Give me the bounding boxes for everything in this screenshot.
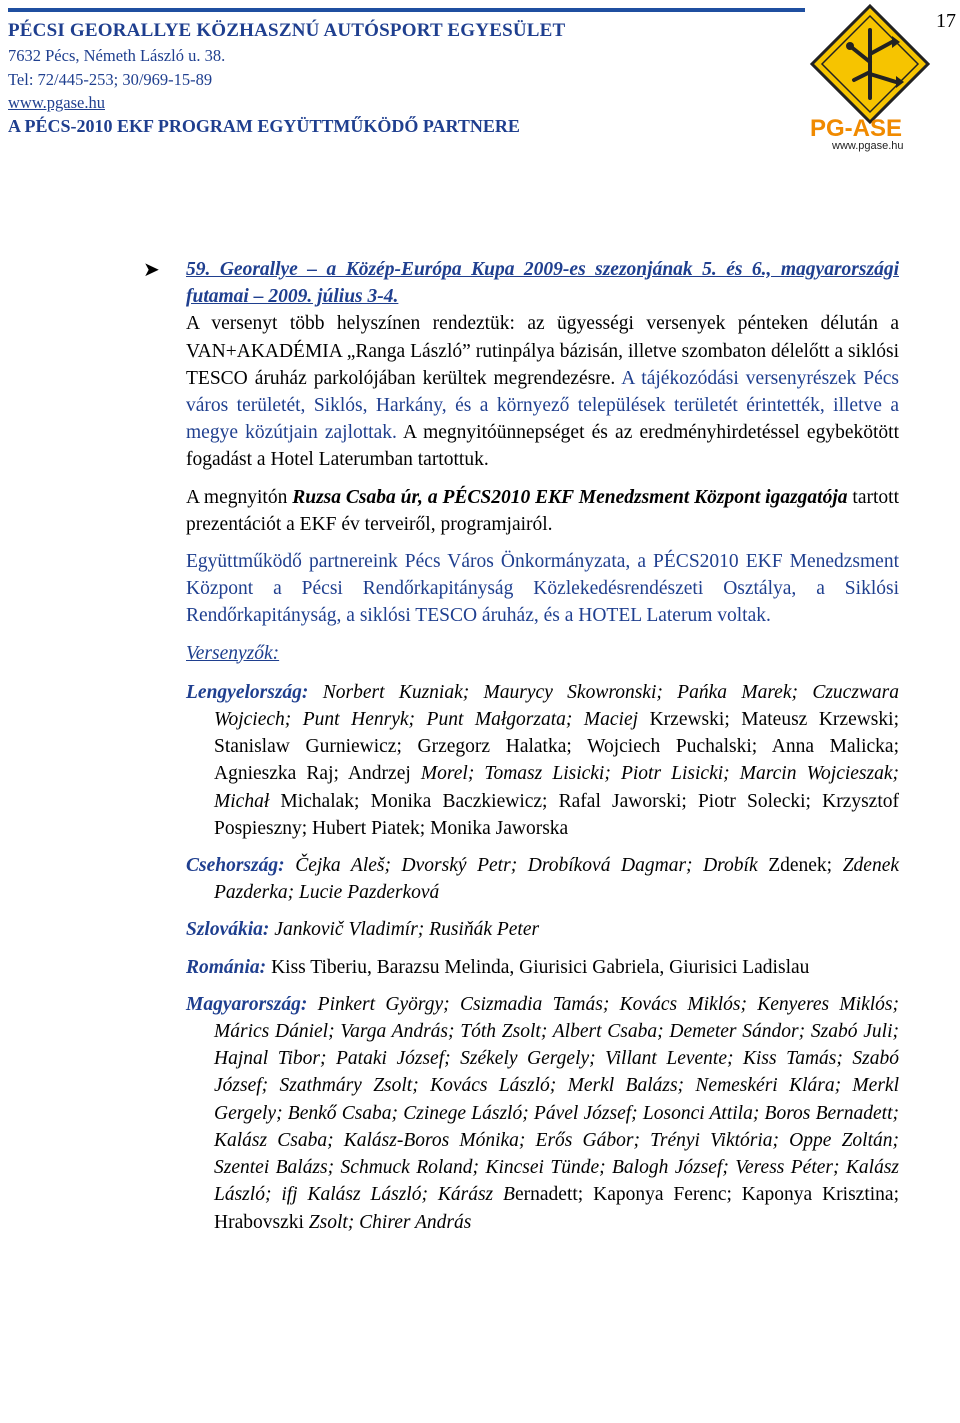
article-body [186, 256, 899, 1246]
pgase-logo [806, 2, 934, 152]
logo-text: PG-ASE [810, 115, 903, 142]
country-entry-slovakia: Szlovákia: Jankovič Vladimír; Rusiňák Peter [186, 919, 540, 941]
country-entry-romania: Románia: Kiss Tiberiu, Barazsu Melinda, Giurisici Gabriela, Giurisici Ladislau [186, 956, 810, 978]
org-phone: Tel: 72/445-253; 30/969-15-89 [8, 70, 213, 89]
org-address: 7632 Pécs, Németh László u. 38. [8, 46, 226, 65]
country-entry-hungary: Magyarország: Pinkert György; Csizmadia Tamás; Kovács Miklós; Kenyeres Miklós; Márics Dániel; Varga András; Tóth Zsolt; Albert Csaba; Demeter Sándor; Szabó Juli; Hajnal Tibor; Pataki József; Székely Gergely; Villant Levente; Kiss Tamás; Szabó József; Szathmáry Zsolt; Kovács László; Merkl Balázs; Nemeskéri Klára; Merkl Gergely; Benkő Csaba; Czinege László; Pável József; Losonci Attila; Boros Bernadett; Kalász Csaba; Kalász-Boros Mónika; Erős Gábor; Trényi Viktória; Oppe Zoltán; Szentei Balázs; Schmuck Roland; Kincsei Tünde; Balogh József; Veress Péter; Kalász László; ifj Kalász László; Kárász Bernadett; Kaponya Ferenc; Kaponya Krisztina; Hrabovszki Zsolt; Chirer András [186, 993, 900, 1233]
competitors-heading: Versenyzők: [186, 642, 280, 664]
org-website-link[interactable]: www.pgase.hu [8, 93, 105, 112]
arrow-bullet-icon: ➤ [143, 259, 160, 281]
country-entry-poland: Lengyelország: Norbert Kuzniak; Maurycy Skowronski; Pańka Marek; Czuczwara Wojciech; Punt Henryk; Punt Małgorzata; Maciej Krzewski; Mateusz Krzewski; Stanislaw Gurniewicz; Grzegorz Halatka; Wojciech Puchalski; Anna Malicka; Agnieszka Raj; Andrzej Morel; Tomasz Lisicki; Piotr Lisicki; Marcin Wojcieszak; Michał Michalak; Monika Baczkiewicz; Rafal Jaworski; Piotr Solecki; Krzysztof Pospieszny; Hubert Piatek; Monika Jaworska [186, 681, 899, 839]
country-list [186, 679, 899, 1236]
partner-line: A PÉCS-2010 EKF PROGRAM EGYÜTTMŰKÖDŐ PARTNERE [8, 116, 520, 136]
article-title: 59. Georallye – a Közép-Európa Kupa 2009-es szezonjának 5. és 6., magyarországi futamai – 2009. július 3-4. [186, 259, 899, 308]
header-rule [8, 8, 805, 12]
page-header [0, 0, 960, 160]
page-number: 17 [936, 10, 956, 32]
paragraph-partners: Együttműködő partnereink Pécs Város Önkormányzata, a PÉCS2010 EKF Menedzsment Központ a Pécsi Rendőrkapitányság Közlekedésrendészeti Osztálya, a Siklósi Rendőrkapitányság, a siklósi TESCO áruház, és a HOTEL Laterum voltak. [186, 551, 899, 627]
country-entry-czechia: Csehország: Čejka Aleš; Dvorský Petr; Drobíková Dagmar; Drobík Zdenek; Zdenek Pazderka; Lucie Pazderková [186, 855, 900, 904]
paragraph-venues: A versenyt több helyszínen rendeztük: az ügyességi versenyek pénteken délután a VAN+AKADÉMIA „Ranga László” rutinpálya bázisán, illetve szombaton délelőtt a siklósi TESCO áruház parkolójában kerültek megrendezésre. A tájékozódási versenyrészek Pécs város területét, Siklós, Harkány, és a környező települések területét érintették, illetve a megye közútjain zajlottak. A megnyitóünnepséget és az eredményhirdetéssel egybekötött fogadást a Hotel Laterumban tartottuk. [186, 313, 899, 471]
org-name: PÉCSI GEORALLYE KÖZHASZNÚ AUTÓSPORT EGYESÜLET [8, 20, 566, 41]
paragraph-opening: A megnyitón Ruzsa Csaba úr, a PÉCS2010 EKF Menedzsment Központ igazgatója tartott prezentációt a EKF év terveiről, programjairól. [186, 486, 899, 535]
logo-url: www.pgase.hu [832, 140, 904, 152]
